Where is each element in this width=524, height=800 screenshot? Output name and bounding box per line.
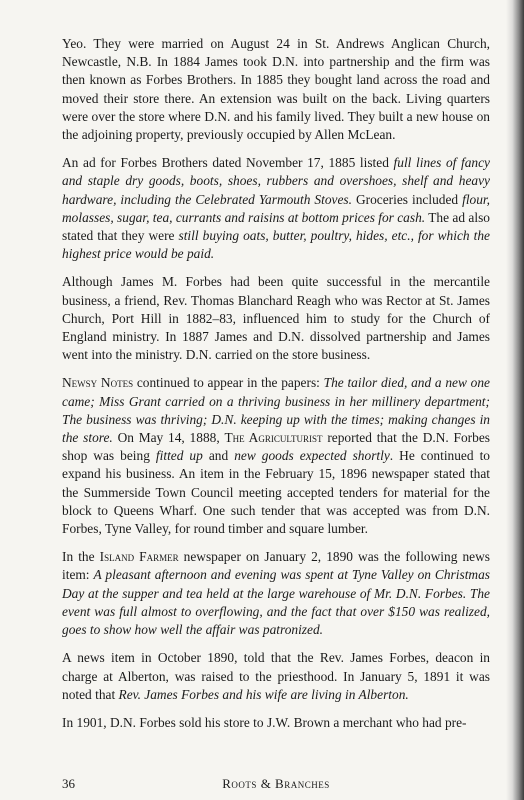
text-run: In 1901, D.N. Forbes sold his store to J.W. Brown a merchant who had pre- — [62, 714, 467, 730]
text-run: newspaper on January 2, 1890 was the following news item: — [62, 549, 490, 583]
italic-run: full lines of fancy and staple dry goods, boots, shoes, rubbers and overshoes, shelf and heavy hardware, including the Celebrated Yarmouth Stoves. — [62, 155, 490, 207]
paragraph-6 — [62, 649, 490, 704]
italic-run: fitted up — [155, 448, 203, 464]
text-run: An ad for Forbes Brothers dated November 17, 1885 listed — [62, 155, 394, 171]
italic-run: new goods expected shortly — [234, 448, 390, 464]
text-run: The ad also stated that they were — [62, 209, 490, 244]
italic-run: Rev. James Forbes and his wife are living in Alberton. — [118, 686, 409, 702]
page-footer — [62, 776, 490, 794]
paragraph-7 — [62, 714, 490, 732]
page-edge-shadow — [506, 0, 524, 800]
text-run: and — [202, 448, 235, 464]
italic-run: The tailor died, and a new one came; Miss Grant carried on a thriving business in her millinery department; The business was thriving; D.N. keeping up with the times; making changes in the store. — [62, 375, 491, 446]
smallcaps-run: Newsy Notes — [62, 375, 134, 391]
running-title: Roots & Branches — [222, 776, 330, 791]
paragraph-3 — [62, 273, 490, 364]
text-run: continued to appear in the papers: — [133, 375, 324, 391]
body-text — [62, 35, 490, 732]
text-run: reported that the D.N. Forbes shop was being — [62, 430, 490, 464]
text-run: A news item in October 1890, told that the Rev. James Forbes, deacon in charge at Alberton, was raised to the priesthood. In January 5, 1891 it was noted that — [62, 650, 490, 702]
smallcaps-run: Island Farmer — [99, 549, 179, 565]
text-run: On May 14, 1888, — [112, 430, 225, 446]
page-number: 36 — [62, 776, 75, 791]
text-run: Yeo. They were married on August 24 in St. Andrews Anglican Church, Newcastle, N.B. In 1884 James took D.N. into partnership and the firm was then known as Forbes Brothers. In 1885 they bought land across the road and moved their store there. An extension was built on the back. Living quarters were over the store where D.N. and his family lived. They built a new house on the adjoining property, previously occupied by Allen McLean. — [62, 36, 490, 143]
paragraph-2 — [62, 154, 490, 263]
text-run: In the — [62, 549, 100, 565]
paragraph-5 — [62, 548, 490, 639]
text-run: . He continued to expand his business. An item in the February 15, 1896 newspaper stated that the Summerside Town Council meeting accepted tenders for material for the block to Queens Wharf. One such tender that was accepted was from D.N. Forbes, Tyne Valley, for round timber and square lumber. — [62, 448, 490, 537]
italic-run: still buying oats, butter, poultry, hides, etc., for which the highest price would be paid. — [62, 228, 490, 262]
text-run: Groceries included — [351, 191, 463, 207]
text-run: Although James M. Forbes had been quite successful in the mercantile business, a friend, Rev. Thomas Blanchard Reagh who was Rector at St. James Church, Port Hill in 1882–83, influenced him to study for the Church of England ministry. In 1887 James and D.N. dissolved partnership and James went into the ministry. D.N. carried on the store business. — [62, 274, 490, 363]
paragraph-1 — [62, 35, 490, 144]
smallcaps-run: The Agriculturist — [224, 430, 323, 446]
paragraph-4 — [62, 374, 490, 538]
italic-run: flour, molasses, sugar, tea, currants and raisins at bottom prices for cash. — [62, 191, 490, 225]
italic-run: A pleasant afternoon and evening was spent at Tyne Valley on Christmas Day at the supper and tea held at the large warehouse of Mr. D.N. Forbes. The event was full almost to overflowing, and the fact that over $150 was realized, goes to show how well the affair was patronized. — [62, 567, 490, 638]
